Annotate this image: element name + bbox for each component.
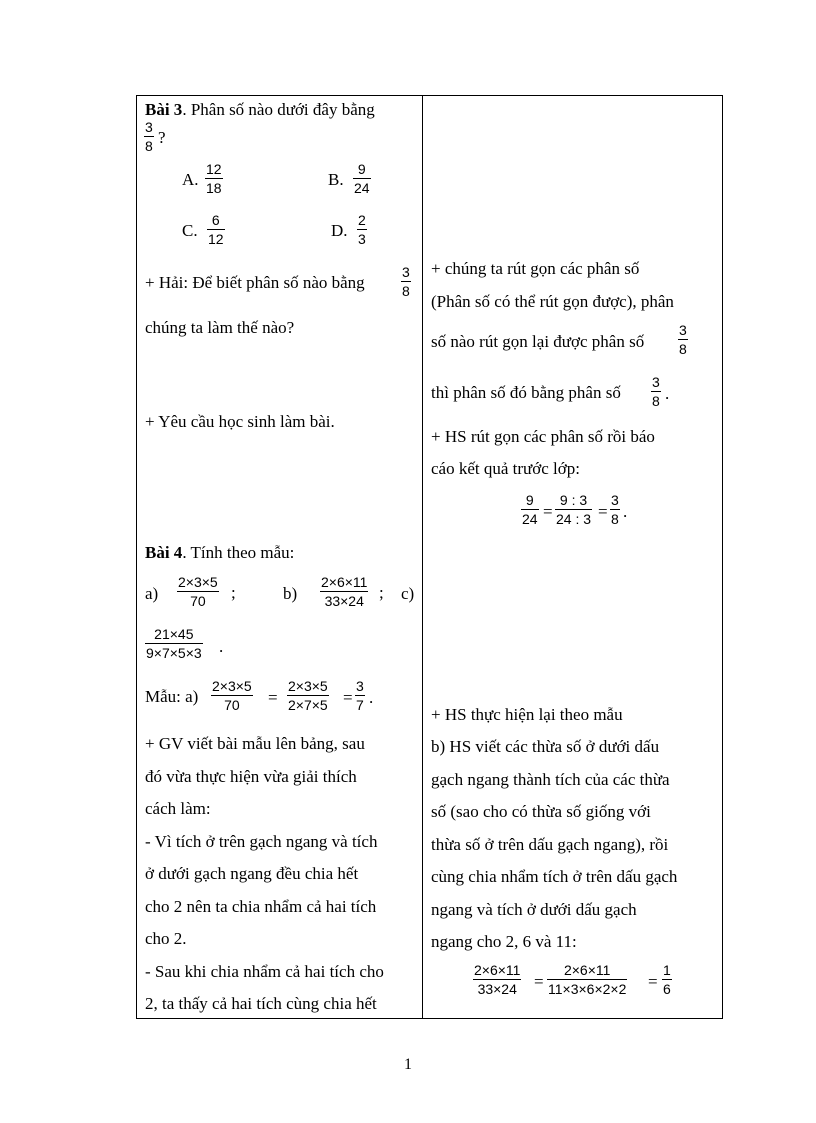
bai4-heading: Bài 4. Tính theo mẫu: [145, 543, 295, 562]
teacher-question-fraction: 3 8 [402, 264, 410, 299]
equals: = [543, 502, 553, 521]
option-b-label: B. [328, 170, 344, 189]
bai4-a-fraction: 2×3×5 70 [178, 574, 218, 609]
final-fraction-1: 2×6×11 33×24 [474, 962, 521, 997]
page-number: 1 [404, 1056, 412, 1073]
text-line: ngang cho 2, 6 và 11: [431, 932, 577, 951]
period: . [369, 688, 374, 707]
calc-fraction-3: 3 8 [611, 492, 619, 527]
sep: ; [231, 583, 236, 602]
text-line: b) HS viết các thừa số ở dưới dấu [431, 737, 660, 756]
bai4-b-label: b) [283, 584, 298, 603]
text-line: 2, ta thấy cả hai tích cùng chia hết [145, 994, 377, 1013]
request-text: + Yêu cầu học sinh làm bài. [145, 412, 335, 431]
text-line: + GV viết bài mẫu lên bảng, sau [145, 734, 365, 753]
period: . [665, 384, 670, 403]
text-line: - Vì tích ở trên gạch ngang và tích [145, 831, 378, 851]
text-line: cùng chia nhẩm tích ở trên dấu gạch [431, 867, 678, 886]
hs-report-line: cáo kết quả trước lớp: [431, 459, 580, 478]
final-fraction-3: 1 6 [663, 962, 671, 997]
bai3-fraction: 3 8 [145, 119, 153, 154]
example-fraction-3: 3 7 [356, 678, 364, 713]
example-label: Mẫu: a) [145, 687, 199, 706]
text-line: cách làm: [145, 799, 211, 818]
calc-fraction-1: 9 24 [522, 492, 538, 527]
example-fraction-1: 2×3×5 70 [212, 678, 252, 713]
lesson-table [136, 95, 723, 1019]
example-fraction-2: 2×3×5 2×7×5 [288, 678, 328, 713]
sep: ; [379, 583, 384, 602]
bai4-c-fraction: 21×45 9×7×5×3 [146, 626, 202, 661]
bai4-a-label: a) [145, 584, 159, 603]
text-line: ngang và tích ở dưới dấu gạch [431, 899, 637, 919]
equals: = [648, 972, 658, 991]
answer-line: số nào rút gọn lại được phân số [431, 332, 645, 351]
text-line: cho 2 nên ta chia nhẩm cả hai tích [145, 896, 377, 916]
text-line: số (sao cho có thừa số giống với [431, 802, 651, 821]
calc-fraction-2: 9 : 3 24 : 3 [556, 492, 592, 527]
equals: = [598, 502, 608, 521]
equals: = [343, 688, 353, 707]
bai3-heading: Bài 3. Phân số nào dưới đây bằng [145, 100, 375, 119]
option-a-label: A. [182, 170, 199, 189]
option-a-fraction: 12 18 [206, 161, 222, 196]
question-mark: ? [158, 128, 166, 147]
option-c-label: C. [182, 221, 198, 240]
option-d-label: D. [331, 221, 348, 240]
column-divider [422, 96, 423, 1018]
text-line: gạch ngang thành tích của các thừa [431, 769, 670, 789]
text-line: đó vừa thực hiện vừa giải thích [145, 766, 357, 786]
answer-line: (Phân số có thể rút gọn được), phân [431, 292, 674, 311]
period: . [623, 502, 628, 521]
text-line: ở dưới gạch ngang đều chia hết [145, 864, 359, 883]
gv-explanation [145, 728, 417, 1021]
answer-fraction-b: 3 8 [652, 374, 660, 409]
teacher-question: + Hải: Để biết phân số nào bằng [145, 273, 365, 292]
hs-report-line: + HS rút gọn các phân số rồi báo [431, 427, 655, 446]
text-line: thừa số ở trên dấu gạch ngang), rồi [431, 834, 669, 854]
option-b-fraction: 9 24 [354, 161, 370, 196]
hs-redo-line: + HS thực hiện lại theo mẫu [431, 705, 623, 724]
final-fraction-2: 2×6×11 11×3×6×2×2 [548, 962, 627, 997]
teacher-question-cont: chúng ta làm thế nào? [145, 318, 295, 337]
option-d-fraction: 2 3 [358, 212, 366, 247]
answer-fraction-a: 3 8 [679, 322, 687, 357]
period: . [219, 637, 224, 656]
text-line: cho 2. [145, 929, 187, 948]
equals: = [268, 688, 278, 707]
bai4-c-label: c) [401, 584, 415, 603]
answer-line: + chúng ta rút gọn các phân số [431, 259, 640, 278]
answer-line: thì phân số đó bằng phân số [431, 383, 621, 402]
equals: = [534, 972, 544, 991]
option-c-fraction: 6 12 [208, 212, 224, 247]
bai4-b-fraction: 2×6×11 33×24 [321, 574, 368, 609]
b-explanation [431, 731, 717, 959]
text-line: - Sau khi chia nhẩm cả hai tích cho [145, 961, 384, 981]
